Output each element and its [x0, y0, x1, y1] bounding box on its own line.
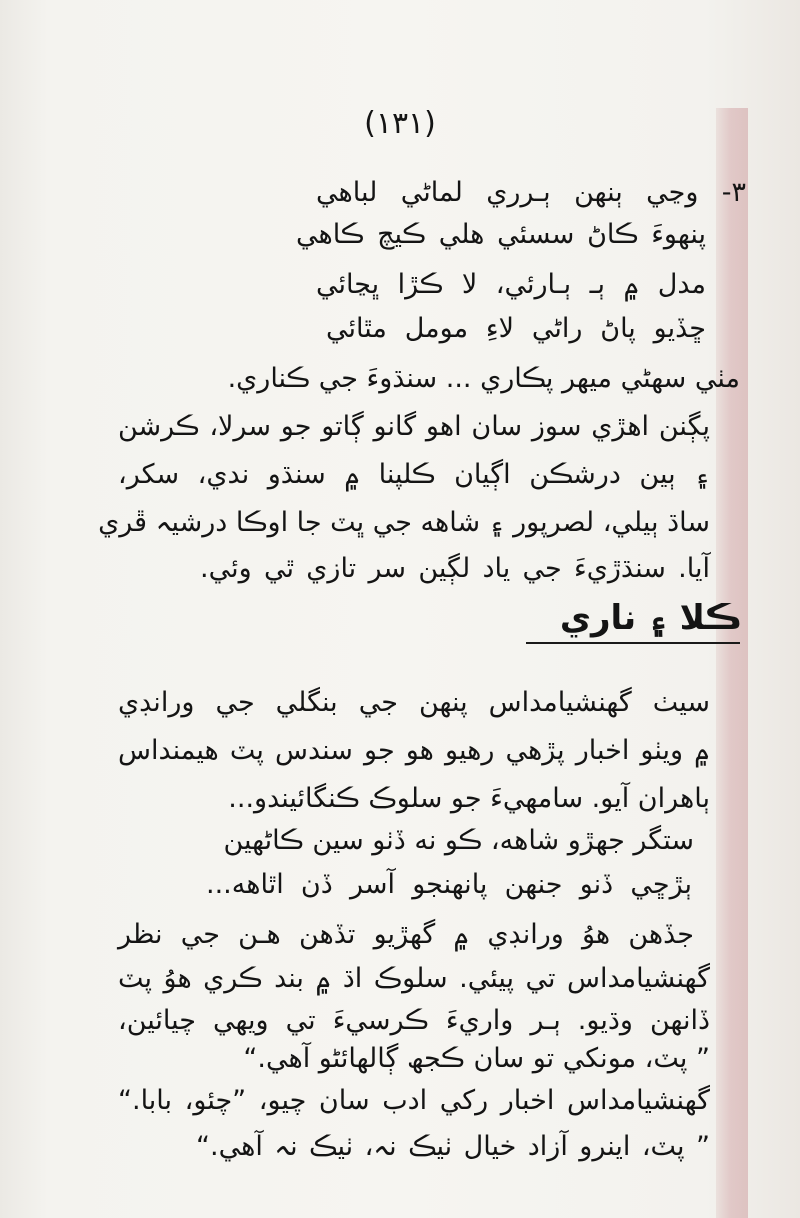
- paragraph-line: ۽ ٻين درشڪن اڳيان ڪلپنا ۾ سنڌو ندي، سکر،: [118, 459, 710, 490]
- paragraph-line: جڏهن هوُ ورانڊي ۾ گهڙيو تڏهن هـن جي نظر: [118, 919, 694, 950]
- paragraph-line: ڏانهن وڌيو. ٻـر واريءَ ڪرسيءَ تي ويهي چيائين،: [118, 1005, 710, 1036]
- paragraph-line: پڳنن اهڙي سوز سان اهو گانو ڳاتو جو سرلا، ڪرشن: [118, 411, 710, 442]
- paragraph-line: گهنشيامداس اخبار رکي ادب سان چيو، ”چئو، بابا.“: [118, 1085, 710, 1116]
- paragraph-line: ٻاهران آيو. سامهيءَ جو سلوڪ ڪنگائيندو...: [228, 783, 710, 814]
- paragraph-line: ستگر جهڙو شاهه، ڪو نه ڏٺو سين ڪاڻهين: [223, 825, 694, 856]
- poem-line: پنهوءَ ڪاڻ سسئي هلي ڪيچ ڪاهي: [296, 219, 706, 250]
- poem-line: ٣- وڃي ٻنهن ٻـرري لماڻي لباهي: [316, 177, 746, 208]
- poem-line: ڇڏيو پاڻ راڻي لاءِ مومل مٿائي: [326, 313, 706, 344]
- paragraph-line: ساڌ ٻيلي، لصرپور ۽ شاهه جي ڀٽ جا اوڪا درشيہ ڦري: [98, 507, 710, 538]
- paragraph-line: گهنشيامداس تي پيئي. سلوڪ اڌ ۾ بند ڪري هوُ پٽ: [118, 963, 710, 994]
- poem-line: مدل ۾ ٻـ ٻـارئي، لا ڪڙا ڀڃائي: [316, 269, 706, 300]
- paragraph-line: ٻڙڇي ڏنو جنهن پانهنجو آسر ڏن اٿاهه...: [206, 869, 692, 900]
- paragraph-line: ” پٽ، مونکي تو سان ڪجھ ڳالهائڻو آهي.“: [243, 1043, 710, 1074]
- page-edge-shadow: [716, 108, 748, 1218]
- paragraph-line: مٺي سهڻي ميهر پڪاري ... سنڌوءَ جي ڪناري.: [227, 363, 740, 394]
- paragraph-line: ” پٽ، اينرو آزاد خيال ٺيڪ نہ، ٺيڪ نہ آهي.“: [196, 1131, 710, 1162]
- heading-underline: [526, 642, 740, 644]
- page-number: (١٣١): [364, 106, 436, 141]
- paragraph-line: سيٺ گهنشيامداس پنهن جي بنگلي جي ورانڊي: [118, 687, 710, 718]
- section-heading: ڪلا ۽ ناري: [559, 598, 742, 638]
- paragraph-line: ۾ ويٺو اخبار پڙهي رهيو هو جو سندس پٽ هيمنداس: [118, 735, 710, 766]
- paragraph-line: آيا. سنڌڙيءَ جي ياد لڳين سر تازي ٿي وئي.: [200, 553, 710, 584]
